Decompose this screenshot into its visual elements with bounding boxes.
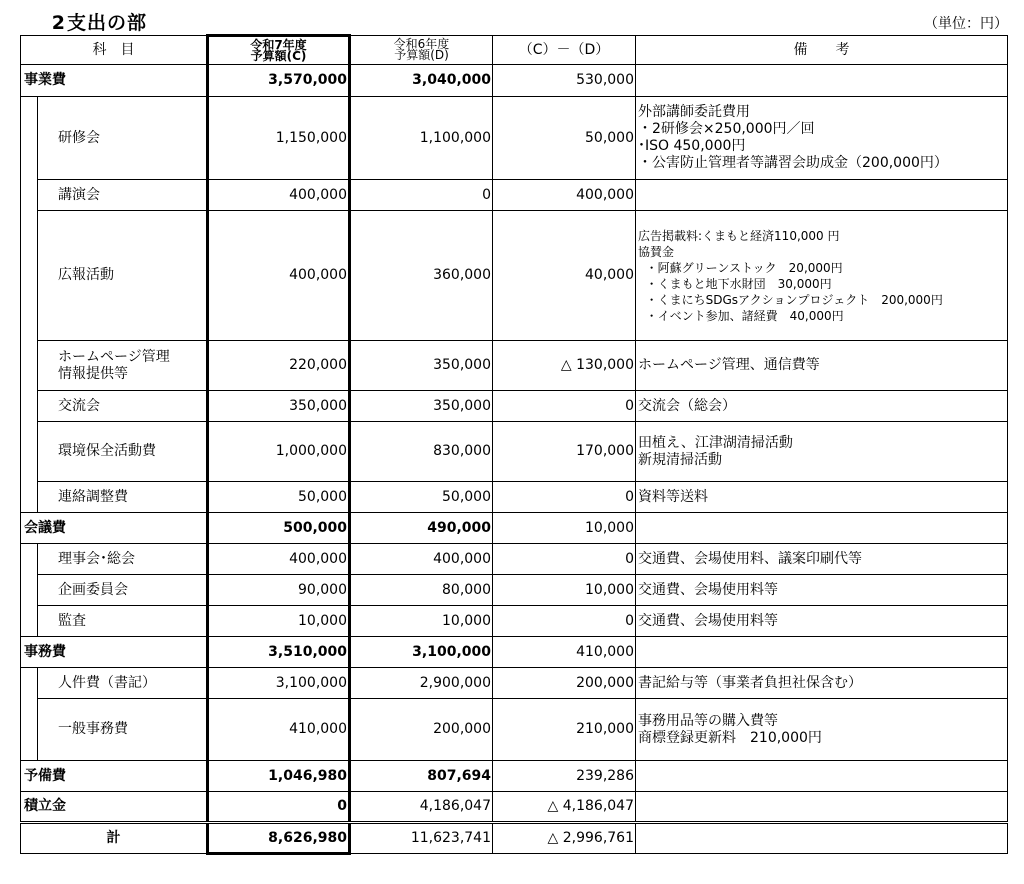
cell-remarks <box>636 513 1008 544</box>
remark-line: 事務用品等の購入費等 <box>638 712 778 729</box>
total-label: 計 <box>21 823 208 854</box>
cell-budget-c: 3,100,000 <box>208 668 350 699</box>
cell-budget-c: 410,000 <box>208 699 350 761</box>
cell-remarks <box>636 391 1008 422</box>
row-name: 講演会 <box>38 180 208 211</box>
total-budget-c: 8,626,980 <box>208 823 350 854</box>
cell-remarks <box>636 341 1008 391</box>
remark-line: 書記給与等（事業者負担社保含む） <box>638 674 862 691</box>
cell-remarks <box>636 792 1008 823</box>
table-row <box>21 180 1008 211</box>
cell-budget-c: 220,000 <box>208 341 350 391</box>
cell-budget-d: 200,000 <box>350 699 493 761</box>
cell-budget-c: 400,000 <box>208 211 350 341</box>
header-budget-d-line1: 令和6年度 <box>393 37 450 51</box>
cell-remarks <box>636 482 1008 513</box>
table-row <box>21 513 1008 544</box>
row-name-line1: ホームページ管理 <box>58 348 170 365</box>
remark-line: ・くまにちSDGsアクションプロジェクト 200,000円 <box>638 292 943 307</box>
remark-line: ・くまもと地下水財団 30,000円 <box>638 276 832 291</box>
cell-diff: 530,000 <box>493 65 636 97</box>
header-subject: 科 目 <box>21 36 208 65</box>
cell-remarks <box>636 668 1008 699</box>
remark-line: 交通費、会場使用料等 <box>638 612 778 629</box>
row-name: 会議費 <box>21 513 208 544</box>
cell-remarks <box>636 544 1008 575</box>
table-row <box>21 422 1008 482</box>
cell-budget-d: 2,900,000 <box>350 668 493 699</box>
cell-remarks <box>636 180 1008 211</box>
table-row <box>21 211 1008 341</box>
table-row <box>21 637 1008 668</box>
table-row <box>21 792 1008 823</box>
header-remarks: 備 考 <box>636 36 1008 65</box>
cell-diff: 239,286 <box>493 761 636 792</box>
cell-budget-c: 50,000 <box>208 482 350 513</box>
table-row <box>21 606 1008 637</box>
cell-budget-d: 807,694 <box>350 761 493 792</box>
row-name: 一般事務費 <box>38 699 208 761</box>
remark-line: ・2研修会×250,000円／回 <box>638 121 815 137</box>
cell-budget-d: 350,000 <box>350 391 493 422</box>
header-budget-d-line2: 予算額(D) <box>394 48 449 62</box>
cell-diff: 0 <box>493 482 636 513</box>
cell-remarks <box>636 97 1008 180</box>
row-name: 環境保全活動費 <box>38 422 208 482</box>
table-row <box>21 482 1008 513</box>
cell-remarks <box>636 606 1008 637</box>
remark-line: 広告掲載料:くまもと経済110,000 円 <box>638 228 840 243</box>
remark-line: 田植え、江津湖清掃活動 <box>638 434 793 451</box>
cell-budget-d: 1,100,000 <box>350 97 493 180</box>
table-row <box>21 65 1008 97</box>
cell-diff: 10,000 <box>493 575 636 606</box>
total-budget-d: 11,623,741 <box>350 823 493 854</box>
cell-diff: 40,000 <box>493 211 636 341</box>
total-remarks <box>636 823 1008 854</box>
section-title <box>28 8 147 35</box>
cell-budget-c: 400,000 <box>208 544 350 575</box>
remark-line: ・阿蘇グリーンストック 20,000円 <box>638 260 843 275</box>
cell-diff: 10,000 <box>493 513 636 544</box>
header-diff: （C）－（D） <box>493 36 636 65</box>
row-name <box>38 341 208 391</box>
table-row <box>21 391 1008 422</box>
cell-budget-d: 50,000 <box>350 482 493 513</box>
cell-remarks <box>636 65 1008 97</box>
cell-remarks <box>636 699 1008 761</box>
cell-budget-c: 1,000,000 <box>208 422 350 482</box>
row-name: 事務費 <box>21 637 208 668</box>
remark-line: ・公害防止管理者等講習会助成金（200,000円） <box>638 155 948 171</box>
cell-budget-c: 1,046,980 <box>208 761 350 792</box>
remark-line: ・イベント参加、諸経費 40,000円 <box>638 308 844 323</box>
table-header-row <box>21 36 1008 65</box>
cell-budget-d: 0 <box>350 180 493 211</box>
cell-budget-c: 500,000 <box>208 513 350 544</box>
cell-budget-c: 3,510,000 <box>208 637 350 668</box>
row-name: 人件費（書記） <box>38 668 208 699</box>
cell-diff: 0 <box>493 606 636 637</box>
cell-budget-d: 10,000 <box>350 606 493 637</box>
cell-budget-c: 400,000 <box>208 180 350 211</box>
header-budget-c <box>208 36 350 65</box>
cell-budget-c: 350,000 <box>208 391 350 422</box>
table-row <box>21 341 1008 391</box>
cell-diff: 200,000 <box>493 668 636 699</box>
remark-line: 交通費、会場使用料、議案印刷代等 <box>638 550 862 567</box>
cell-budget-c: 90,000 <box>208 575 350 606</box>
cell-budget-d: 400,000 <box>350 544 493 575</box>
remark-line: 外部講師委託費用 <box>638 104 750 120</box>
row-name: 予備費 <box>21 761 208 792</box>
remark-line: 商標登録更新料 210,000円 <box>638 729 822 746</box>
section-title-text: 支出の部 <box>67 12 148 34</box>
table-row <box>21 699 1008 761</box>
row-name: 理事会･総会 <box>38 544 208 575</box>
total-row <box>21 823 1008 854</box>
cell-diff: 170,000 <box>493 422 636 482</box>
table-row <box>21 668 1008 699</box>
section-number: 2 <box>51 12 66 34</box>
remark-line: 交通費、会場使用料等 <box>638 581 778 598</box>
remark-line: 交流会（総会） <box>638 397 736 414</box>
cell-diff: 0 <box>493 391 636 422</box>
header-budget-d <box>350 36 493 65</box>
cell-budget-d: 4,186,047 <box>350 792 493 823</box>
row-indent <box>21 668 38 761</box>
total-diff: △ 2,996,761 <box>493 823 636 854</box>
row-name: 監査 <box>38 606 208 637</box>
cell-budget-d: 3,100,000 <box>350 637 493 668</box>
table-row <box>21 97 1008 180</box>
cell-budget-d: 350,000 <box>350 341 493 391</box>
cell-budget-d: 360,000 <box>350 211 493 341</box>
cell-diff: △ 4,186,047 <box>493 792 636 823</box>
cell-diff: 410,000 <box>493 637 636 668</box>
cell-remarks <box>636 422 1008 482</box>
cell-budget-c: 1,150,000 <box>208 97 350 180</box>
remark-line: ･ISO 450,000円 <box>638 138 746 154</box>
cell-remarks <box>636 211 1008 341</box>
row-name: 交流会 <box>38 391 208 422</box>
header-budget-c-line2: 予算額(C) <box>250 48 307 63</box>
row-indent <box>21 97 38 513</box>
row-name: 積立金 <box>21 792 208 823</box>
row-name: 企画委員会 <box>38 575 208 606</box>
row-name-line2: 情報提供等 <box>58 365 128 382</box>
row-name: 連絡調整費 <box>38 482 208 513</box>
unit-label: （単位：円） <box>924 16 1008 32</box>
cell-budget-d: 830,000 <box>350 422 493 482</box>
cell-diff: △ 130,000 <box>493 341 636 391</box>
expenditure-table <box>20 34 1008 855</box>
table-row <box>21 761 1008 792</box>
table-row <box>21 575 1008 606</box>
row-name: 広報活動 <box>38 211 208 341</box>
header-budget-c-line1: 令和7年度 <box>250 37 307 52</box>
remark-line: 新規清掃活動 <box>638 451 722 468</box>
cell-diff: 0 <box>493 544 636 575</box>
row-name: 研修会 <box>38 97 208 180</box>
cell-remarks <box>636 637 1008 668</box>
cell-diff: 50,000 <box>493 97 636 180</box>
cell-budget-d: 80,000 <box>350 575 493 606</box>
cell-budget-c: 0 <box>208 792 350 823</box>
cell-diff: 400,000 <box>493 180 636 211</box>
cell-budget-d: 3,040,000 <box>350 65 493 97</box>
remark-line: 資料等送料 <box>638 488 708 505</box>
remark-line: 協賛金 <box>638 244 675 259</box>
cell-diff: 210,000 <box>493 699 636 761</box>
row-name: 事業費 <box>21 65 208 97</box>
row-indent <box>21 544 38 637</box>
cell-budget-c: 3,570,000 <box>208 65 350 97</box>
remark-line: ホームページ管理、通信費等 <box>638 357 820 373</box>
cell-budget-c: 10,000 <box>208 606 350 637</box>
cell-remarks <box>636 761 1008 792</box>
cell-remarks <box>636 575 1008 606</box>
table-row <box>21 544 1008 575</box>
cell-budget-d: 490,000 <box>350 513 493 544</box>
